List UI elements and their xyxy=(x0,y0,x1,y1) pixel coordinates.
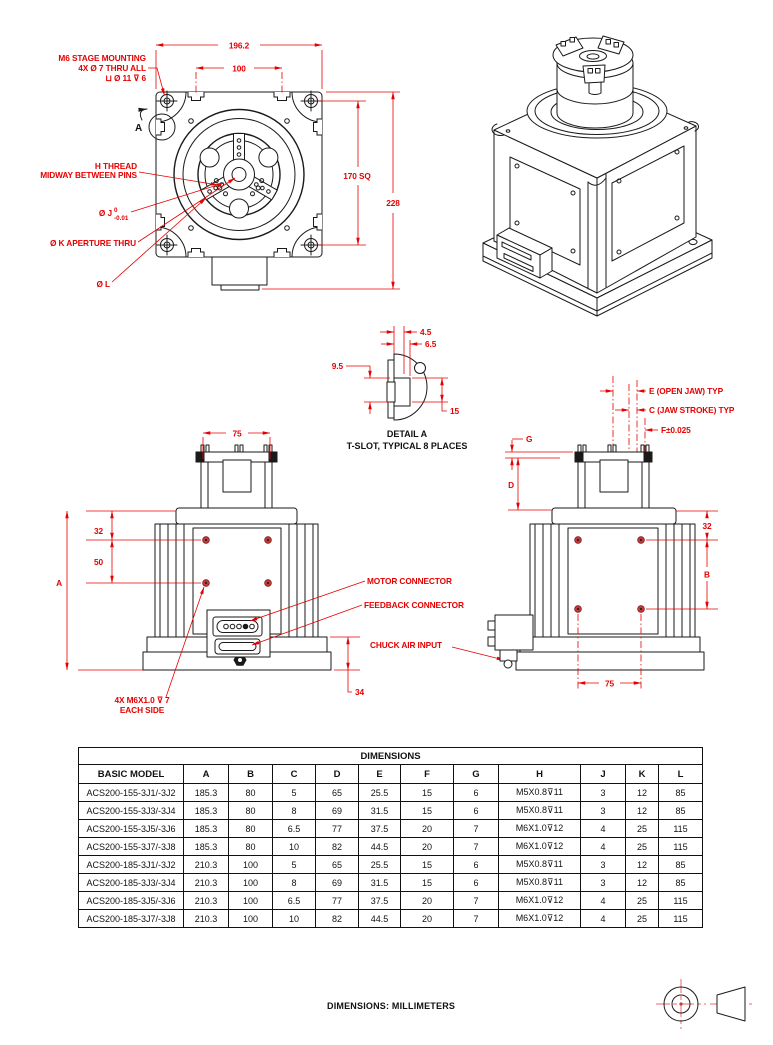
chuck-air-label: CHUCK AIR INPUT xyxy=(370,640,442,650)
value-cell: 185.3 xyxy=(184,802,229,820)
value-cell: 12 xyxy=(626,856,659,874)
column-header: H xyxy=(499,765,581,784)
table-row xyxy=(79,784,703,802)
value-cell: 77 xyxy=(316,820,359,838)
table-row xyxy=(79,856,703,874)
value-cell: 185.3 xyxy=(184,784,229,802)
column-header: J xyxy=(581,765,626,784)
value-cell: 185.3 xyxy=(184,820,229,838)
value-cell: 210.3 xyxy=(184,910,229,928)
mounting-note-line2: 4X Ø 7 THRU ALL xyxy=(78,63,146,73)
value-cell: M5X0.8⊽11 xyxy=(499,784,581,802)
value-cell: 3 xyxy=(581,802,626,820)
value-cell: 85 xyxy=(659,856,703,874)
dia-j-tol-upper: 0 xyxy=(114,207,118,214)
detail-dim-15: 15 xyxy=(450,406,460,416)
value-cell: 31.5 xyxy=(359,874,401,892)
value-cell: 6 xyxy=(454,784,499,802)
value-cell: 210.3 xyxy=(184,892,229,910)
detail-a-caption-line1: DETAIL A xyxy=(386,429,428,439)
value-cell: 65 xyxy=(316,856,359,874)
column-header: D xyxy=(316,765,359,784)
column-header: F xyxy=(401,765,454,784)
value-cell: M6X1.0⊽12 xyxy=(499,820,581,838)
table-row xyxy=(79,838,703,856)
value-cell: 115 xyxy=(659,892,703,910)
front-view xyxy=(40,41,400,291)
third-angle-projection-symbol xyxy=(640,975,760,1037)
value-cell: 20 xyxy=(401,838,454,856)
dim-slot-spacing: 100 xyxy=(232,63,246,74)
column-header: G xyxy=(454,765,499,784)
value-cell: 85 xyxy=(659,802,703,820)
value-cell: 69 xyxy=(316,802,359,820)
value-cell: 3 xyxy=(581,874,626,892)
value-cell: 44.5 xyxy=(359,910,401,928)
column-header: L xyxy=(659,765,703,784)
value-cell: 25 xyxy=(626,910,659,928)
value-cell: 7 xyxy=(454,838,499,856)
model-cell: ACS200-185-3J3/-3J4 xyxy=(79,874,184,892)
value-cell: 85 xyxy=(659,784,703,802)
value-cell: 6.5 xyxy=(273,820,316,838)
projection-circle xyxy=(656,979,706,1029)
detail-a-caption-line2: T-SLOT, TYPICAL 8 PLACES xyxy=(346,441,468,451)
column-header: BASIC MODEL xyxy=(79,765,184,784)
column-header: A xyxy=(184,765,229,784)
table-row xyxy=(79,820,703,838)
dia-j-label: Ø J xyxy=(98,208,112,218)
model-cell: ACS200-185-3J7/-3J8 xyxy=(79,910,184,928)
detail-a-marker: A xyxy=(135,123,143,134)
model-cell: ACS200-185-3J1/-3J2 xyxy=(79,856,184,874)
dim-b: B xyxy=(704,569,710,580)
value-cell: 210.3 xyxy=(184,856,229,874)
value-cell: 15 xyxy=(401,856,454,874)
value-cell: 7 xyxy=(454,910,499,928)
detail-dim-9-5: 9.5 xyxy=(331,361,343,371)
mounting-note-line3: ⊔ Ø 11 ⊽ 6 xyxy=(105,73,146,83)
model-cell: ACS200-155-3J3/-3J4 xyxy=(79,802,184,820)
value-cell: M6X1.0⊽12 xyxy=(499,892,581,910)
dim-jaw-stroke: C (JAW STROKE) TYP xyxy=(649,405,735,415)
middle-drawing-band xyxy=(0,318,773,720)
dim-jaw-width: 75 xyxy=(232,428,242,439)
value-cell: 20 xyxy=(401,820,454,838)
value-cell: M6X1.0⊽12 xyxy=(499,910,581,928)
value-cell: 10 xyxy=(273,838,316,856)
dim-f: F±0.025 xyxy=(661,425,691,435)
value-cell: 8 xyxy=(273,802,316,820)
dimensions-table-container xyxy=(78,747,702,928)
value-cell: 77 xyxy=(316,892,359,910)
isometric-view xyxy=(483,36,712,316)
value-cell: M5X0.8⊽11 xyxy=(499,874,581,892)
value-cell: 115 xyxy=(659,910,703,928)
units-note: DIMENSIONS: MILLIMETERS xyxy=(327,1001,456,1011)
value-cell: 80 xyxy=(229,838,273,856)
value-cell: 15 xyxy=(401,802,454,820)
value-cell: 15 xyxy=(401,874,454,892)
value-cell: 25 xyxy=(626,820,659,838)
model-cell: ACS200-155-3J5/-3J6 xyxy=(79,820,184,838)
dim-overall-height: 228 xyxy=(386,198,400,208)
projection-cone xyxy=(710,987,752,1021)
value-cell: 20 xyxy=(401,910,454,928)
table-body xyxy=(79,784,703,928)
dim-32-right: 32 xyxy=(702,521,712,531)
mount-note-line2: EACH SIDE xyxy=(119,705,165,715)
value-cell: 185.3 xyxy=(184,838,229,856)
value-cell: M6X1.0⊽12 xyxy=(499,838,581,856)
dia-l-label: Ø L xyxy=(96,279,110,289)
value-cell: 25 xyxy=(626,892,659,910)
value-cell: 6 xyxy=(454,856,499,874)
table-row xyxy=(79,910,703,928)
dia-j-tol-lower: -0.01 xyxy=(114,215,129,222)
feedback-connector-label: FEEDBACK CONNECTOR xyxy=(364,600,464,610)
value-cell: M5X0.8⊽11 xyxy=(499,802,581,820)
table-header-row xyxy=(79,765,703,784)
thread-note-line1: H THREAD xyxy=(94,161,137,171)
mounting-note-line1: M6 STAGE MOUNTING xyxy=(58,53,146,63)
value-cell: 4 xyxy=(581,892,626,910)
value-cell: 12 xyxy=(626,802,659,820)
detail-dim-6-5: 6.5 xyxy=(425,339,437,349)
value-cell: 15 xyxy=(401,784,454,802)
table-title: DIMENSIONS xyxy=(79,748,703,765)
table-row xyxy=(79,892,703,910)
detail-a-view xyxy=(332,326,468,451)
detail-dim-4-5: 4.5 xyxy=(420,327,432,337)
value-cell: 65 xyxy=(316,784,359,802)
dim-square: 170 SQ xyxy=(343,171,371,181)
value-cell: 115 xyxy=(659,838,703,856)
value-cell: 4 xyxy=(581,910,626,928)
column-header: C xyxy=(273,765,316,784)
right-elevation-view xyxy=(488,376,735,690)
value-cell: 6.5 xyxy=(273,892,316,910)
value-cell: 8 xyxy=(273,874,316,892)
model-cell: ACS200-155-3J1/-3J2 xyxy=(79,784,184,802)
value-cell: 210.3 xyxy=(184,874,229,892)
value-cell: 31.5 xyxy=(359,802,401,820)
value-cell: 85 xyxy=(659,874,703,892)
value-cell: 100 xyxy=(229,874,273,892)
thread-note-line2: MIDWAY BETWEEN PINS xyxy=(40,170,137,180)
table-row xyxy=(79,874,703,892)
value-cell: 4 xyxy=(581,838,626,856)
dim-32-left: 32 xyxy=(93,526,103,536)
dim-a: A xyxy=(56,578,62,588)
value-cell: 4 xyxy=(581,820,626,838)
dia-k-label: Ø K APERTURE THRU xyxy=(49,238,136,248)
value-cell: 44.5 xyxy=(359,838,401,856)
table-row xyxy=(79,802,703,820)
value-cell: 80 xyxy=(229,820,273,838)
value-cell: 37.5 xyxy=(359,820,401,838)
dim-g: G xyxy=(526,434,533,444)
dim-34: 34 xyxy=(355,687,365,697)
value-cell: 82 xyxy=(316,910,359,928)
value-cell: 82 xyxy=(316,838,359,856)
value-cell: 5 xyxy=(273,784,316,802)
dim-d: D xyxy=(508,480,514,490)
value-cell: 3 xyxy=(581,856,626,874)
value-cell: 7 xyxy=(454,820,499,838)
value-cell: 115 xyxy=(659,820,703,838)
dim-open-jaw: E (OPEN JAW) TYP xyxy=(649,386,724,396)
table-title-row xyxy=(79,748,703,765)
dim-75-bottom: 75 xyxy=(604,678,615,689)
value-cell: 20 xyxy=(401,892,454,910)
value-cell: 25.5 xyxy=(359,784,401,802)
value-cell: 37.5 xyxy=(359,892,401,910)
dim-50: 50 xyxy=(93,557,103,567)
value-cell: 25.5 xyxy=(359,856,401,874)
top-drawing-band xyxy=(0,25,773,321)
dim-overall-width: 196.2 xyxy=(228,40,250,51)
value-cell: 12 xyxy=(626,784,659,802)
column-header: E xyxy=(359,765,401,784)
value-cell: 12 xyxy=(626,874,659,892)
motor-connector-label: MOTOR CONNECTOR xyxy=(367,576,452,586)
value-cell: 5 xyxy=(273,856,316,874)
value-cell: 25 xyxy=(626,838,659,856)
model-cell: ACS200-185-3J5/-3J6 xyxy=(79,892,184,910)
value-cell: 80 xyxy=(229,784,273,802)
value-cell: 100 xyxy=(229,856,273,874)
value-cell: 6 xyxy=(454,874,499,892)
left-elevation-view xyxy=(56,429,504,716)
value-cell: 10 xyxy=(273,910,316,928)
column-header: K xyxy=(626,765,659,784)
value-cell: M5X0.8⊽11 xyxy=(499,856,581,874)
dimensions-table xyxy=(78,747,703,928)
value-cell: 3 xyxy=(581,784,626,802)
mount-note-line1: 4X M6X1.0 ⊽ 7 xyxy=(114,695,170,705)
model-cell: ACS200-155-3J7/-3J8 xyxy=(79,838,184,856)
value-cell: 100 xyxy=(229,892,273,910)
value-cell: 80 xyxy=(229,802,273,820)
value-cell: 7 xyxy=(454,892,499,910)
motor-housing xyxy=(212,257,267,285)
value-cell: 100 xyxy=(229,910,273,928)
value-cell: 6 xyxy=(454,802,499,820)
value-cell: 69 xyxy=(316,874,359,892)
column-header: B xyxy=(229,765,273,784)
